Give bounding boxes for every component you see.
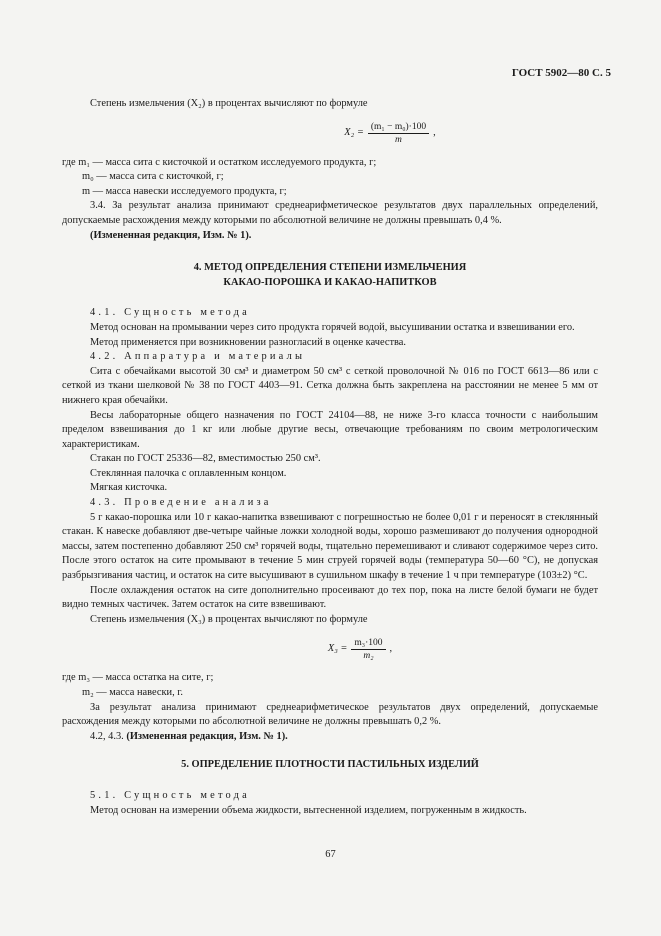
clause-3-4: 3.4. За результат анализа принимают среднеарифметическое результатов двух параллельных определений, допускаемые расхождения между которыми по абсолютной величине не должны превышать 0,4 %. bbox=[62, 200, 598, 226]
x3-intro: Степень измельчения (X₃) в процентах вычисляют по формуле bbox=[90, 613, 368, 625]
clause-4-3-cooling: После охлаждения остаток на сите дополнительно просеивают до тех пор, пока на листе белой бумаги не будет видно темных частичек. Затем остаток на сите взвешивают. bbox=[62, 584, 598, 611]
definition-m3: где m₃ — масса остатка на сите, г; bbox=[62, 672, 214, 684]
formula-x3-numerator: m₃·100 bbox=[351, 637, 385, 650]
definition-m1: где m₁ — масса сита с кисточкой и остатком исследуемого продукта, г; bbox=[62, 156, 377, 168]
clause-4-2-sieves: Сита с обечайками высотой 30 см³ и диаметром 50 см³ с сеткой проволочной № 016 по ГОСТ 6613—86 или с сеткой из ткани шелковой № 38 по ГОСТ 4403—91. Сетка должна быть закреплена на расстоянии не менее 5 мм от нижнего края обечайки. bbox=[62, 365, 598, 406]
formula-x2-numerator: (m₁ − m₀)·100 bbox=[368, 121, 429, 134]
revision-note-1: (Измененная редакция, Изм. № 1). bbox=[90, 229, 252, 241]
definition-m2: m₂ — масса навески, г. bbox=[82, 687, 183, 698]
clause-4-1-text: Метод основан на промывании через сито продукта горячей водой, высушивании остатка и взвешивании его. bbox=[90, 321, 575, 333]
formula-x2-fraction bbox=[368, 121, 429, 146]
section-5-title: 5. ОПРЕДЕЛЕНИЕ ПЛОТНОСТИ ПАСТИЛЬНЫХ ИЗДЕЛИЙ bbox=[181, 759, 479, 771]
formula-x3-tail: , bbox=[389, 643, 393, 655]
revision-note-2-prefix: 4.2, 4.3. bbox=[90, 730, 127, 742]
page-body bbox=[62, 97, 598, 818]
definition-m: m — масса навески исследуемого продукта, г; bbox=[82, 185, 287, 197]
clause-4-1-scope: Метод применяется при возникновении разногласий в оценке качества. bbox=[90, 336, 406, 348]
section-4-title-line1: 4. МЕТОД ОПРЕДЕЛЕНИЯ СТЕПЕНИ ИЗМЕЛЬЧЕНИЯ bbox=[193, 262, 467, 274]
formula-x3-fraction bbox=[351, 637, 385, 662]
revision-note-2-text: (Измененная редакция, Изм. № 1). bbox=[126, 730, 288, 742]
page-number: 67 bbox=[325, 849, 336, 860]
clause-4-2-brush: Мягкая кисточка. bbox=[90, 482, 168, 494]
running-header: ГОСТ 5902—80 С. 5 bbox=[511, 67, 611, 79]
formula-x3-lhs: X₃ = bbox=[327, 643, 348, 655]
clause-4-3-heading: 4.3. Проведение анализа bbox=[90, 497, 272, 509]
revision-note-2 bbox=[62, 730, 598, 745]
formula-x2-tail: , bbox=[433, 127, 436, 139]
clause-4-2-scales: Весы лабораторные общего назначения по ГОСТ 24104—88, не ниже 3-го класса точности с наибольшим пределом взвешивания до 1 кг или любые другие весы, отвечающие требованиям по своим метрологическим характеристикам. bbox=[62, 409, 598, 450]
clause-5-1-text: Метод основан на измерении объема жидкости, вытесненной изделием, погруженным в жидкость. bbox=[90, 804, 527, 816]
formula-x3-denominator: m₂ bbox=[363, 650, 374, 661]
definition-m0: m₀ — масса сита с кисточкой, г; bbox=[82, 171, 224, 183]
clause-4-2-rod: Стеклянная палочка с оплавленным концом. bbox=[90, 467, 287, 479]
clause-4-3-procedure: 5 г какао-порошка или 10 г какао-напитка взвешивают с погрешностью не более 0,01 г и переносят в стеклянный стакан. К навеске добавляют две-четыре чайные ложки холодной воды, хорошо размешивают до получения однородной массы, затем постепенно добавляют 250 см³ горячей воды, тщательно перемешивают и сливают содержимое через сито. После этого остаток на сите промывают в течение 5 мин струей горячей воды (температура 50—60 °С), не допуская разбрызгивания частиц, и остаток на сите высушивают в сушильном шкафу в течение 1 ч при температуре (103±2) °С. bbox=[62, 511, 598, 582]
formula-x2 bbox=[182, 112, 598, 156]
formula-x3 bbox=[122, 627, 598, 671]
section-4-title-line2: КАКАО-ПОРОШКА И КАКАО-НАПИТКОВ bbox=[223, 276, 437, 288]
x2-intro: Степень измельчения (X₂) в процентах вычисляют по формуле bbox=[90, 98, 368, 109]
clause-4-3-result: За результат анализа принимают среднеарифметическое результатов двух определений, допускаемые расхождения между которыми по абсолютной величине не должны превышать 0,2 %. bbox=[62, 701, 598, 728]
clause-4-2-heading: 4.2. Аппаратура и материалы bbox=[90, 351, 306, 363]
clause-4-2-beaker: Стакан по ГОСТ 25336—82, вместимостью 250 см³. bbox=[90, 453, 321, 465]
clause-5-1-heading: 5.1. Сущность метода bbox=[90, 789, 250, 801]
clause-4-1-heading: 4.1. Сущность метода bbox=[90, 307, 250, 319]
formula-x2-lhs: X₂ = bbox=[344, 127, 364, 139]
formula-x2-denominator: m bbox=[395, 135, 402, 146]
